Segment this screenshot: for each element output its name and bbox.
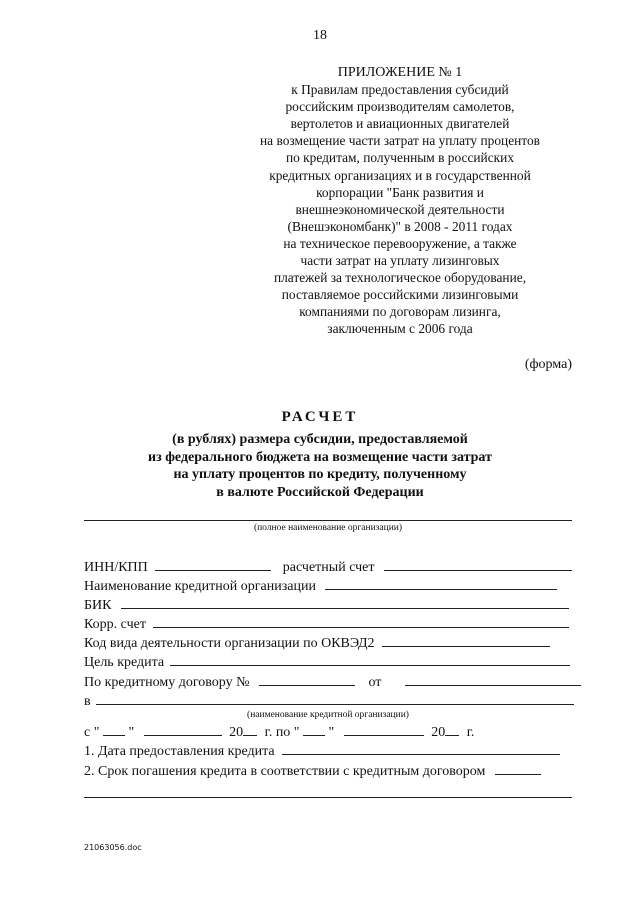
inn-row xyxy=(84,559,572,576)
bank-in-caption: (наименование кредитной организации) xyxy=(247,710,409,720)
purpose-field[interactable] xyxy=(170,654,570,666)
appendix-line: поставляемое российскими лизинговыми xyxy=(281,287,519,303)
bank-in-row xyxy=(84,693,574,710)
period-quote-2: " xyxy=(328,725,335,740)
bik-field[interactable] xyxy=(121,597,569,609)
period-from-day[interactable] xyxy=(103,724,125,736)
appendix-line: на техническое перевооружение, а также xyxy=(283,235,517,251)
appendix-line: на возмещение части затрат на уплату процентов xyxy=(260,133,540,149)
item-2-label: 2. Срок погашения кредита в соответствии с кредитным договором xyxy=(84,764,486,779)
bank-in-label: в xyxy=(84,694,91,709)
page-number: 18 xyxy=(313,28,327,43)
bik-label: БИК xyxy=(84,598,112,613)
contract-from-label: от xyxy=(368,675,382,690)
appendix-line: компаниями по договорам лизинга, xyxy=(299,304,501,320)
item-1-label: 1. Дата предоставления кредита xyxy=(84,744,275,759)
appendix-line: вертолетов и авиационных двигателей xyxy=(290,116,510,132)
okved-label: Код вида деятельности организации по ОКВЭД2 xyxy=(84,636,375,651)
appendix-line: к Правилам предоставления субсидий xyxy=(291,82,509,98)
period-to-day[interactable] xyxy=(303,724,325,736)
period-to-label: г. по " xyxy=(264,725,300,740)
appendix-heading: ПРИЛОЖЕНИЕ № 1 xyxy=(337,65,463,80)
period-quote-1: " xyxy=(128,725,135,740)
document-title: РАСЧЕТ xyxy=(281,409,359,425)
appendix-line: платежей за технологическое оборудование, xyxy=(273,270,527,286)
inn-field[interactable] xyxy=(155,559,271,571)
subtitle-line: на уплату процентов по кредиту, полученному xyxy=(173,467,467,482)
contract-label: По кредитному договору № xyxy=(84,675,250,690)
period-row xyxy=(84,724,474,741)
contract-row xyxy=(84,674,581,691)
bank-in-field[interactable] xyxy=(96,693,574,705)
subtitle-line: из федерального бюджета на возмещение части затрат xyxy=(148,449,492,465)
purpose-label: Цель кредита xyxy=(84,655,165,670)
account-field[interactable] xyxy=(384,559,572,571)
corr-row xyxy=(84,616,569,633)
appendix-block xyxy=(230,64,570,338)
period-year-end: г. xyxy=(466,725,475,740)
bank-name-label: Наименование кредитной организации xyxy=(84,579,316,594)
appendix-line: внешнеэкономической деятельности xyxy=(295,201,505,217)
contract-date-field[interactable] xyxy=(405,674,581,686)
period-to-year[interactable] xyxy=(445,724,459,736)
account-label: расчетный счет xyxy=(282,560,375,575)
subtitle-line: (в рублях) размера субсидии, предоставляемой xyxy=(172,432,468,447)
appendix-line: российским производителям самолетов, xyxy=(285,99,515,115)
appendix-line: заключенным с 2006 года xyxy=(327,321,473,337)
appendix-line: части затрат на уплату лизинговых xyxy=(300,253,500,269)
period-from-month[interactable] xyxy=(144,724,222,736)
appendix-line: корпорации "Банк развития и xyxy=(316,184,484,200)
period-from-year[interactable] xyxy=(243,724,257,736)
period-from-label: с " xyxy=(84,725,100,740)
bank-name-field[interactable] xyxy=(325,578,557,590)
item-2-row xyxy=(84,763,541,780)
form-label: (форма) xyxy=(524,357,572,372)
org-name-line[interactable] xyxy=(84,520,572,521)
bank-name-row xyxy=(84,578,557,595)
item-2-continuation-line[interactable] xyxy=(84,797,572,798)
okved-field[interactable] xyxy=(382,635,550,647)
period-year-2: 20 xyxy=(431,725,446,740)
contract-number-field[interactable] xyxy=(259,674,355,686)
inn-label: ИНН/КПП xyxy=(84,560,148,575)
corr-label: Корр. счет xyxy=(84,617,146,632)
item-1-row xyxy=(84,743,560,760)
bik-row xyxy=(84,597,569,614)
purpose-row xyxy=(84,654,570,671)
item-1-field[interactable] xyxy=(282,743,560,755)
footer-filename: 21063056.doc xyxy=(84,843,142,852)
period-to-month[interactable] xyxy=(344,724,424,736)
okved-row xyxy=(84,635,550,652)
appendix-line: по кредитам, полученным в российских xyxy=(285,150,515,166)
appendix-line: кредитных организациях и в государственной xyxy=(269,167,531,183)
org-name-caption: (полное наименование организации) xyxy=(253,523,403,533)
subtitle-line: в валюте Российской Федерации xyxy=(216,484,424,500)
document-subtitle xyxy=(100,431,540,501)
corr-field[interactable] xyxy=(153,616,569,628)
item-2-field[interactable] xyxy=(495,763,541,775)
period-year-1: 20 xyxy=(229,725,244,740)
appendix-line: (Внешэкономбанк)" в 2008 - 2011 годах xyxy=(287,218,513,234)
